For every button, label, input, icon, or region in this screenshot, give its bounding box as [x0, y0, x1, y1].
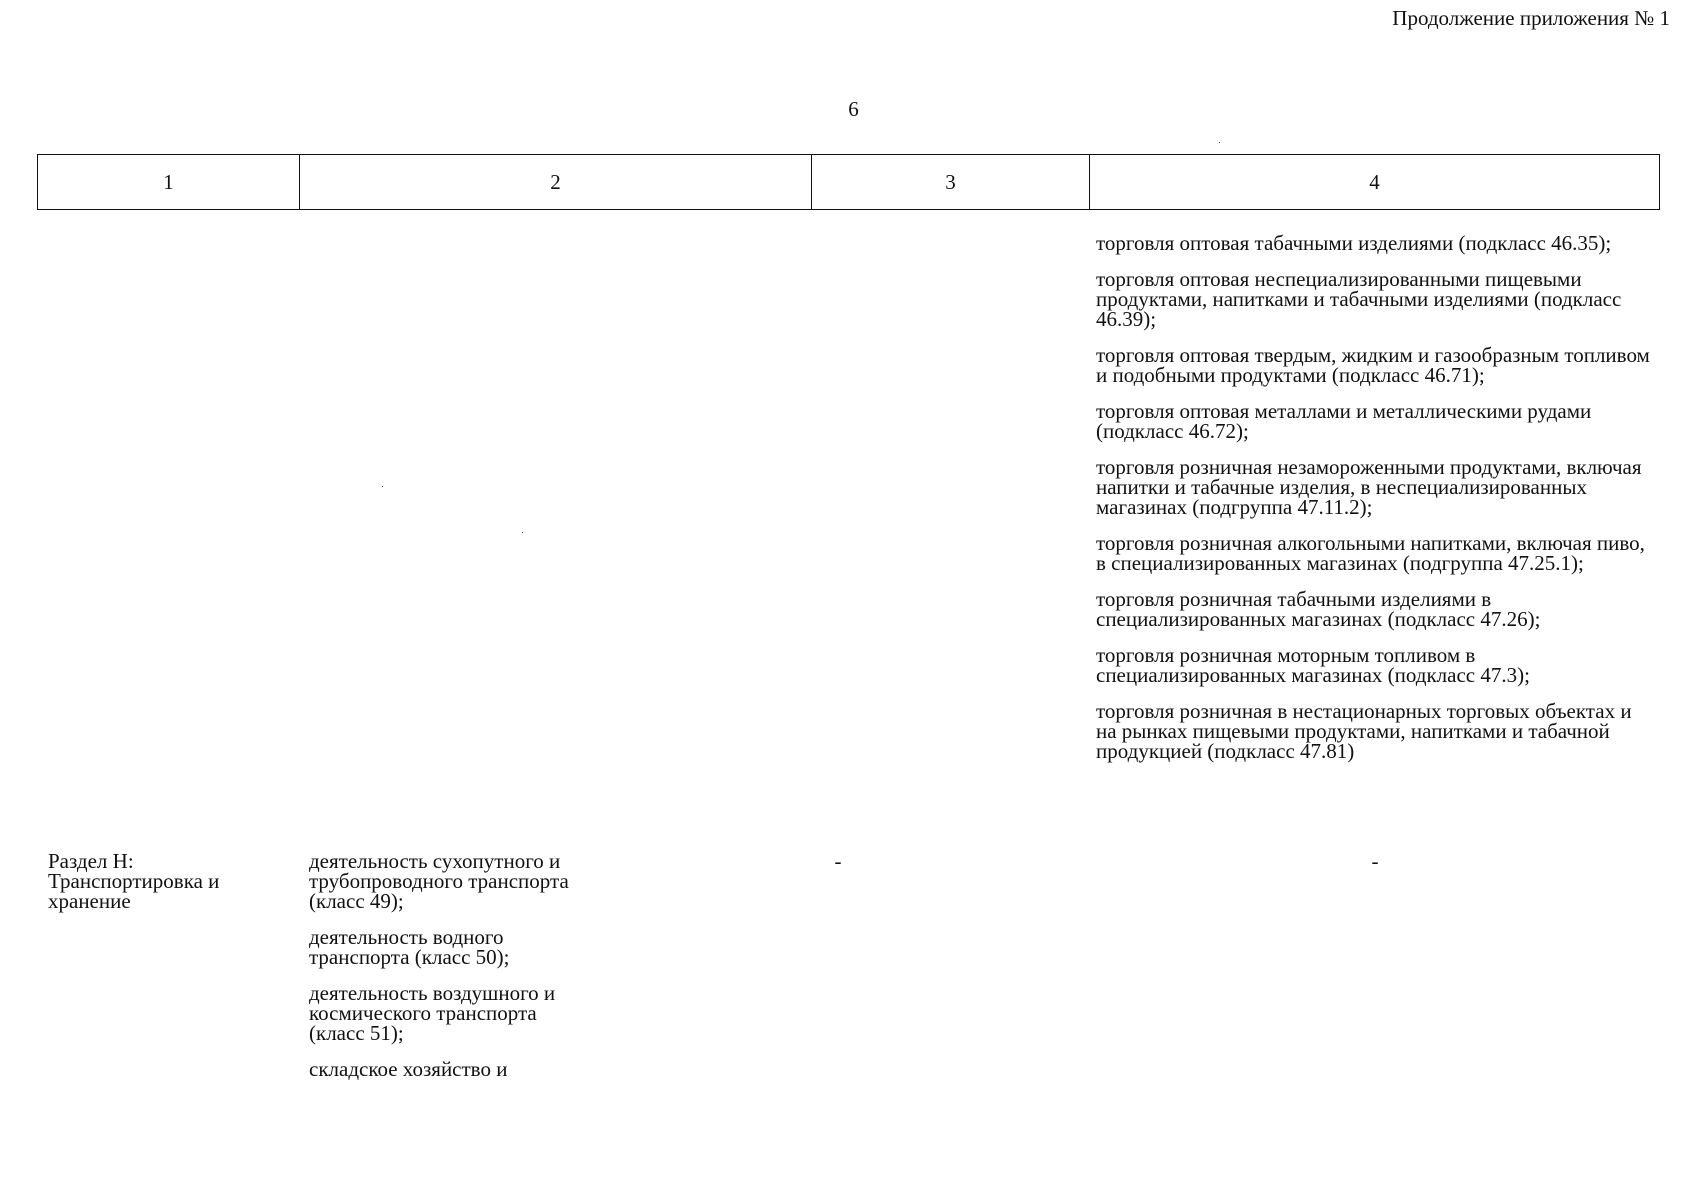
activity-entry: торговля оптовая неспециализированными пищевыми продуктами, напитками и табачными изделиями (подкласс 46.39);: [1096, 267, 1622, 331]
activity-entry: деятельность воздушного и космического транспорта (класс 51);: [309, 981, 556, 1045]
section-h-title: Раздел H: Транспортировка и хранение: [48, 849, 220, 913]
header-cell-4: 4: [1090, 155, 1660, 210]
table-header: [37, 154, 1660, 210]
activity-entry: торговля оптовая твердым, жидким и газообразным топливом и подобными продуктами (подкласс 46.71);: [1096, 343, 1650, 387]
activity-entry: торговля розничная табачными изделиями в специализированных магазинах (подкласс 47.26);: [1096, 587, 1541, 631]
activity-entry: торговля розничная алкогольными напитками, включая пиво, в специализированных магазинах (подгруппа 47.25.1);: [1096, 531, 1645, 575]
activity-entry: складское хозяйство и: [309, 1057, 508, 1081]
table-header-row: [38, 155, 1660, 210]
header-cell-2: 2: [300, 155, 812, 210]
activity-entry: торговля розничная незамороженными продуктами, включая напитки и табачные изделия, в неспециализированных магазинах (подгруппа 47.11.2);: [1096, 455, 1642, 519]
section-h-col3-dash: -: [834, 849, 842, 873]
section-h-col4-dash: -: [1371, 849, 1379, 873]
activity-entry: деятельность сухопутного и трубопроводного транспорта (класс 49);: [309, 849, 569, 913]
header-cell-1: 1: [38, 155, 300, 210]
section-h-activities: [309, 851, 579, 1095]
activity-entry: торговля оптовая табачными изделиями (подкласс 46.35);: [1096, 231, 1612, 255]
header-cell-3: 3: [812, 155, 1090, 210]
activity-entry: торговля розничная моторным топливом в специализированных магазинах (подкласс 47.3);: [1096, 643, 1530, 687]
activity-entry: торговля оптовая металлами и металлическими рудами (подкласс 46.72);: [1096, 399, 1592, 443]
activity-entry: торговля розничная в нестационарных торговых объектах и на рынках пищевыми продуктами, напитками и табачной продукцией (подкласс 47.81): [1096, 699, 1632, 763]
page-number: 6: [848, 97, 859, 121]
activity-list-col4: [1096, 233, 1656, 777]
scan-speck: [1219, 142, 1220, 143]
activity-entry: деятельность водного транспорта (класс 50);: [309, 925, 510, 969]
continuation-note: Продолжение приложения № 1: [1392, 6, 1670, 30]
scan-speck: [522, 532, 523, 533]
scan-speck: [382, 486, 383, 487]
